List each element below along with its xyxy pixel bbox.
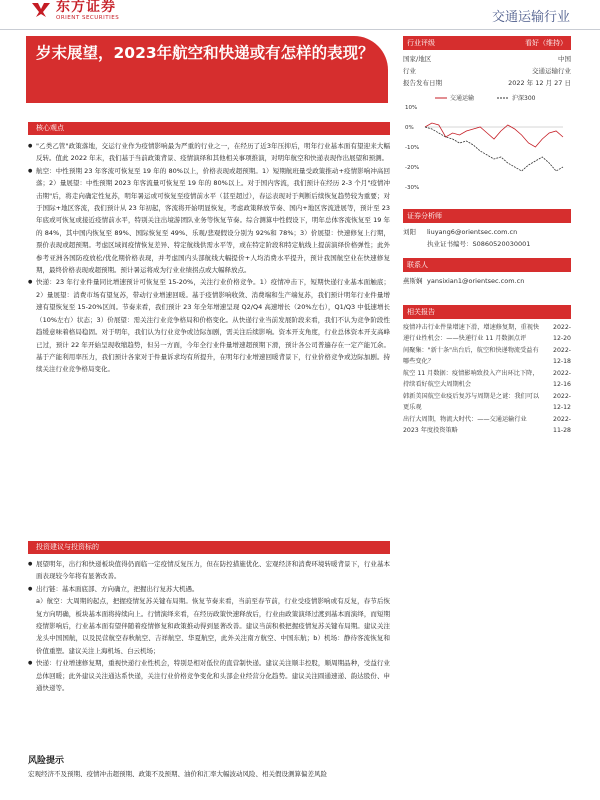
- core-point-3: ● 快递：23 年行业件量同比增速预计可恢复至 15-20%，关注行业价格竞争。1）疫情冲击下，短期快递行业基本面触底；2）量展望：消费市场有望复苏，带动行业增速回暖。基于疫情影响收敛、消费端和生产端复苏，我们预计明年行业件量增速有望恢复至 15-20%区间。节奏来看，我们预计 23 年全年增速呈现 Q2/Q4 高速增长（20%左右），Q1/Q3 中低速增长（10%左右）状态；3）价展望：需关注行业竞争格局和价格变化。从快递行业当前发展阶段来看，我们不认为竞争阶段性趋缓意味着格局稳固。对于明年，我们认为行业竞争或边际加剧，需关注后续影响。资本开支角度，行业总体资本开支高峰已过，预计 22 年开始呈现收缩趋势，但另一方面，今年全行业件量增速超预期下滑，预计各公司普遍存在一定产能冗余。基于产能利用率压力，我们预计各家对于件量诉求均有所提升，在明年行业增速回暖背景下，行业价格竞争或边际加剧。持续关注行业竞争格局变化。: [28, 276, 390, 375]
- core-point-2: ● 航空：中性预期 23 年客流可恢复至 19 年的 80%以上，价格表现或超预期。1）短期航班量受政策推动+疫情影响冲高回落；2）量展望：中性预期 2023 年客流量可恢复至 19 年的 80%以上。对于国内客流，我们预计在经历 2-3 个月"疫情冲击期"后，将走向确定性复苏，明年暑运或可恢复至疫情前水平（甚至超过），春运表现对于判断后续恢复趋势较为重要；对于国际+地区客流，我们预计从 23 年初起，客流将开始明显恢复，考虑政策释放节奏、国内+地区客流进展等，预计至 23 年底或可恢复或接近疫情前水平，特别关注出境游团队业务等恢复节奏。综合测算中性假设下，明年总体客流恢复至 19 年的 84%，其中国内恢复至 89%、国际恢复至 49%、乐观/悲观假设分别为 92%和 78%；3）价展望：快速修复上行期，票价表现或超预期。考虑区域间疫情恢复差异、特定航线供需水平等，或在特定阶段和特定航线上提前演绎价格弹性；此外参考亚洲各国防疫放松/优化期价格表现，并考虑国内头部航线大幅提价+人均消费水平提升，预计我国航空业在快速修复期，最终价格表现或超预期。预计暑运将成为行业业绩拐点或大幅释放点。: [28, 165, 390, 277]
- core-point-1: ● "乙类乙管"政策落地，交运行业作为疫情影响最为严重的行业之一，在经历了近3年压抑后，明年行业基本面有望迎来大幅反转。值此 2022 年末，我们基于当前政策背景、疫情演绎和其他相关事项推演，对明年航空和快递表现作出展望和预测。: [28, 140, 390, 165]
- analyst-label: 证券分析师: [407, 212, 442, 220]
- contact-bar: [403, 258, 571, 272]
- sidebar: [403, 36, 571, 436]
- analyst-email[interactable]: liuyang6@orientsec.com.cn: [427, 228, 518, 236]
- report-title: 岁末展望，2023年航空和快递或有怎样的表现？: [36, 44, 374, 62]
- price-chart-svg: [403, 91, 571, 203]
- info-rows: [403, 53, 571, 89]
- title-banner: [26, 36, 388, 103]
- investment-point-1: ● 展望明年，出行和快递板块值得仍面临一定疫情反复压力，但在防控措施优化、宏观经济和消费环境转暖背景下，行业基本面表现较今年将有显著改善。: [28, 558, 390, 583]
- logo: [30, 0, 119, 21]
- related-report-item[interactable]: 疫情冲击行业件量增速下滑，增速修复期，重视快递行业性机会：——快递行业 11 月数据点评 2022-12-20: [403, 324, 571, 342]
- y-tick-label: -30%: [405, 185, 420, 191]
- investment-point-4: ● 快递：行业增速修复期，重视快递行业性机会，特别是相对低位的直营制快递。建议关注顺丰控股，顺周期品种，受益行业总体回暖；此外建议关注通达系快递，关注行业价格竞争变化和头部企业经营分化趋势。建议关注圆通速递、韵达股份、申通快递等。: [28, 657, 390, 694]
- industry-label: 交通运输行业: [491, 10, 570, 25]
- y-tick-label: 0%: [405, 125, 414, 131]
- core-points-body: [28, 140, 390, 376]
- investment-point-2: ● 出行链：基本面底部、方向确立，把握出行复苏大机遇。: [28, 583, 390, 595]
- risk-text: 宏观经济不及预期、疫情冲击超预期、政策不及预期、油价和汇率大幅波动风险、相关假设测算偏差风险: [28, 770, 327, 778]
- y-tick-label: 10%: [405, 105, 418, 111]
- related-report-item[interactable]: 出行大周期，物流大时代：——交通运输行业 2023 年度投资策略 2022-11-28: [403, 416, 571, 434]
- analyst-bar: [403, 209, 571, 223]
- core-points-title: 核心观点: [28, 122, 390, 135]
- series-line: [425, 123, 563, 147]
- page-header: [0, 0, 600, 30]
- related-report-item[interactable]: 韩新美国航空业疫后复苏与周期是之谜：我们可以更乐观 2022-12-12: [403, 393, 571, 411]
- related-bar: [403, 305, 571, 319]
- analyst-cert: 执业证书编号：S0860520030001: [427, 240, 531, 248]
- legend-label: 沪深300: [512, 95, 536, 102]
- price-chart: [403, 91, 571, 203]
- logo-mark-icon: [30, 1, 52, 19]
- related-report-item[interactable]: 间聚集："新十条"出台后，航空和快递物流受益有哪些变化？ 2022-12-18: [403, 347, 571, 365]
- legend-label: 交通运输: [450, 95, 475, 102]
- info-row: 行业 交通运输行业: [403, 67, 571, 75]
- analyst-info: [403, 226, 571, 250]
- related-label: 相关报告: [407, 308, 435, 316]
- contact-info: [403, 275, 571, 287]
- rating-bar: [403, 36, 571, 50]
- logo-text-en: ORIENT SECURITIES: [56, 15, 120, 21]
- risk-title: 风险提示: [28, 756, 65, 766]
- contact-name: 燕斯娴: [403, 277, 423, 285]
- rating-value: 看好（维持）: [525, 39, 567, 47]
- y-tick-label: -20%: [405, 165, 420, 171]
- y-tick-label: -10%: [405, 145, 420, 151]
- info-row: 报告发布日期 2022 年 12 月 27 日: [403, 79, 571, 87]
- series-line: [425, 127, 563, 171]
- investment-body: [28, 558, 390, 694]
- related-report-item[interactable]: 航空 11 月数据：疫情影响致投入产出环比下降，持续看好航空大周期机会 2022-12-16: [403, 370, 571, 388]
- investment-point-3: a）航空：大周期的起点，把握疫情复苏关键布局期。恢复节奏来看，当前至春节前，行业受疫情影响或有反复，春节后恢复方向明确，板块基本面将持续向上。行情演绎来看，在经历政策快速释放后，行业由政策演绎过渡到基本面演绎，而短期疫情影响后，行业基本面有望伴随着疫情修复和政策推动得到显著改善。建议当前积极把握疫情复苏关键布局期。建议关注龙头中国国航，以及民营航空春秋航空、吉祥航空、华夏航空，此外关注南方航空、中国东航；b）机场：静待客流恢复和价值重塑。建议关注上海机场、白云机场；: [36, 597, 390, 655]
- related-reports: [403, 323, 571, 436]
- rating-label: 行业评级: [407, 39, 435, 47]
- investment-title: 投资建议与投资标的: [28, 541, 390, 554]
- analyst-name: 刘阳: [403, 228, 416, 236]
- logo-text-cn: 东方证券: [56, 0, 116, 15]
- contact-label: 联系人: [407, 261, 428, 269]
- contact-email[interactable]: yansixian1@orientsec.com.cn: [427, 277, 525, 285]
- info-row: 国家/地区 中国: [403, 55, 571, 63]
